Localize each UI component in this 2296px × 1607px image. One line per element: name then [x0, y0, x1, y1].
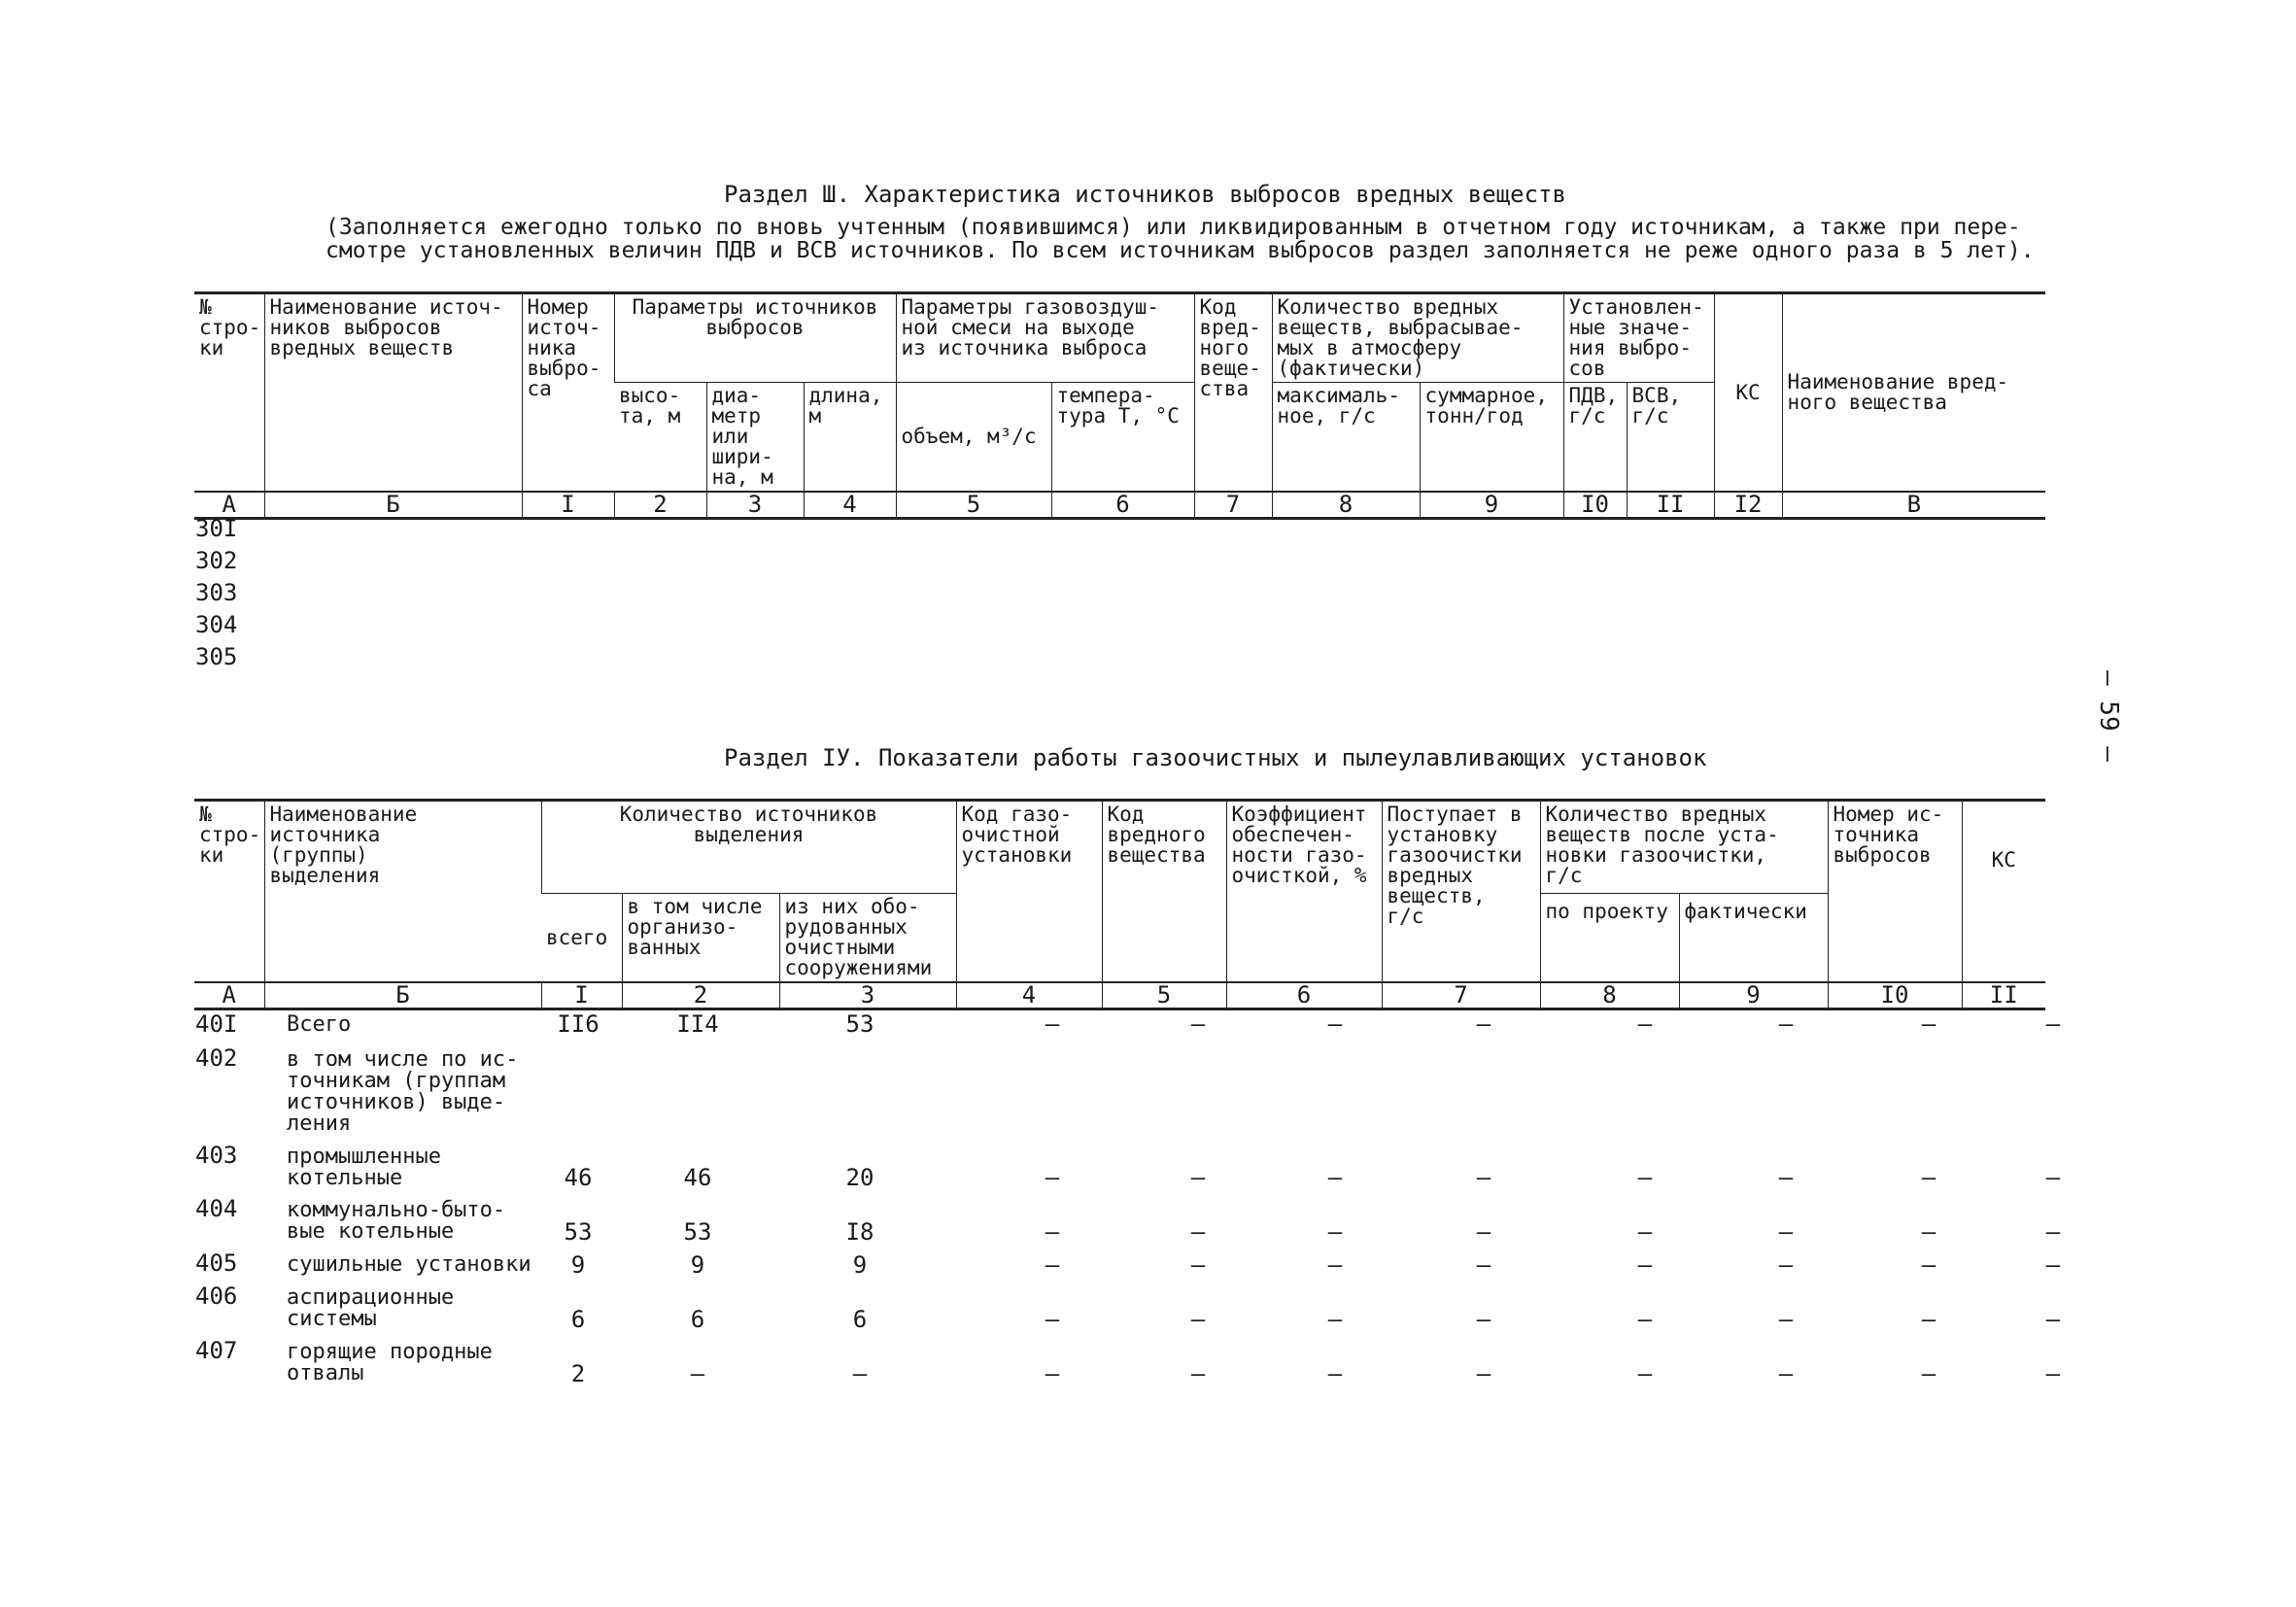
s3-h-established: Установлен- ные значе- ния выбро- сов [1563, 293, 1714, 383]
s4-dash: – [1045, 1306, 1060, 1333]
s3-h-vsv: ВСВ, г/с [1627, 383, 1714, 493]
s4-dash: – [1637, 1360, 1653, 1387]
s4-dash: – [1045, 1218, 1060, 1246]
s3-letter: II [1627, 492, 1714, 519]
s3-letter: Б [264, 492, 522, 519]
s4-dash: – [1921, 1306, 1936, 1333]
s3-h-amount: Количество вредных веществ, выбрасывае- мых в атмосферу (фактически) [1272, 293, 1563, 383]
s3-h-source-name: Наименование источ- ников выбросов вредных веществ [264, 293, 522, 493]
s4-letter: 4 [956, 982, 1102, 1009]
s3-h-pdv: ПДВ, г/с [1563, 383, 1627, 493]
s4-val-organized: 6 [690, 1306, 705, 1333]
s3-letter: 2 [614, 492, 706, 519]
s4-row-name: промышленные котельные [287, 1145, 441, 1190]
s4-row-number: 404 [195, 1195, 238, 1222]
s4-dash: – [1190, 1306, 1206, 1333]
s4-row-name: горящие породные отвалы [287, 1340, 493, 1385]
s4-dash: – [1476, 1306, 1491, 1333]
s4-dash: – [1778, 1164, 1794, 1191]
s4-val-total: 53 [564, 1218, 593, 1246]
section3-note-line2: смотре установленных величин ПДВ и ВСВ источников. По всем источникам выбросов раздел заполняется не реже одного раза в 5 лет). [326, 238, 2035, 263]
s3-h-diameter: диа- метр или шири- на, м [706, 383, 804, 493]
page-number: – 59 – [2094, 670, 2123, 762]
s4-dash: – [1045, 1164, 1060, 1191]
s3-h-temperature: темпера- тура Т, °С [1051, 383, 1194, 493]
s4-val-equipped: I8 [845, 1218, 874, 1246]
s4-h-substance-code: Код вредного вещества [1102, 801, 1226, 983]
s3-h-height: высо- та, м [619, 384, 681, 427]
s4-h-emission-number: Номер ис- точника выбросов [1828, 801, 1962, 983]
s3-row-number: 30I [195, 515, 238, 542]
s4-val-organized: – [690, 1360, 705, 1387]
s4-dash: – [2045, 1164, 2061, 1191]
s4-letter: II [1962, 982, 2045, 1009]
s4-h-organized: в том числе организо- ванных [622, 894, 779, 983]
s4-row-number: 406 [195, 1282, 238, 1310]
s4-letters-row [194, 982, 2045, 1009]
s4-val-organized: 53 [683, 1218, 712, 1246]
s4-letter: I0 [1828, 982, 1962, 1009]
s4-dash: – [1476, 1164, 1491, 1191]
s4-h-coefficient: Коэффициент обеспечен- ности газо- очисткой, % [1226, 801, 1382, 983]
s3-h-substance-code: Код вред- ного веще- ства [1194, 293, 1272, 493]
s4-h-total: всего [546, 925, 608, 949]
s4-dash: – [1190, 1010, 1206, 1038]
s4-h-incoming: Поступает в установку газоочистки вредных веществ, г/с [1382, 801, 1540, 983]
s4-val-equipped: – [852, 1360, 868, 1387]
s3-letter: В [1782, 492, 2045, 519]
s4-dash: – [1778, 1251, 1794, 1279]
s4-row-name: сушильные установки [287, 1252, 531, 1277]
s4-dash: – [1778, 1360, 1794, 1387]
s4-val-total: 46 [564, 1164, 593, 1191]
s4-dash: – [2045, 1010, 2061, 1038]
s3-row-number: 304 [195, 611, 238, 638]
s4-letter: 3 [779, 982, 956, 1009]
s4-h-actual: фактически [1679, 894, 1828, 983]
s3-h-length: длина, м [804, 383, 896, 493]
s4-dash: – [1921, 1164, 1936, 1191]
s4-val-total: II6 [557, 1010, 600, 1038]
s4-dash: – [1778, 1010, 1794, 1038]
s4-dash: – [1921, 1360, 1936, 1387]
s4-letter: 8 [1540, 982, 1679, 1009]
s4-h-equipped: из них обо- рудованных очистными сооружениями [779, 894, 956, 983]
s3-h-volume: объем, м³/с [896, 383, 1051, 493]
s4-dash: – [2045, 1360, 2061, 1387]
s4-val-equipped: 6 [852, 1306, 868, 1333]
s4-dash: – [1476, 1251, 1491, 1279]
s4-val-equipped: 53 [845, 1010, 874, 1038]
s4-dash: – [1778, 1306, 1794, 1333]
s4-val-organized: II4 [676, 1010, 719, 1038]
s4-dash: – [1327, 1010, 1343, 1038]
s3-h-source-number: Номер источ- ника выбро- са [522, 293, 614, 493]
s4-dash: – [1637, 1306, 1653, 1333]
s4-dash: – [1190, 1251, 1206, 1279]
s4-dash: – [2045, 1306, 2061, 1333]
s4-dash: – [1637, 1218, 1653, 1246]
s4-row-number: 405 [195, 1249, 238, 1277]
s4-val-equipped: 20 [845, 1164, 874, 1191]
section3-note-line1: (Заполняется ежегодно только по вновь учтенным (появившимся) или ликвидированным в отчетном году источникам, а также при пере- [326, 215, 2021, 240]
section3-title: Раздел Ш. Характеристика источников выбросов вредных веществ [724, 181, 1566, 208]
s3-letter: 8 [1272, 492, 1420, 519]
s4-row-name: в том числе по ис- точникам (группам источников) выде- ления [287, 1047, 519, 1136]
s3-row-number: 303 [195, 579, 238, 606]
s4-dash: – [1327, 1218, 1343, 1246]
s4-val-total: 6 [570, 1306, 586, 1333]
s3-letter: 6 [1051, 492, 1194, 519]
s4-row-number: 40I [195, 1010, 238, 1038]
s3-h-ks: КС [1714, 293, 1782, 493]
s3-h-max: максималь- ное, г/с [1272, 383, 1420, 493]
section3-table [194, 291, 2045, 520]
s4-dash: – [1921, 1251, 1936, 1279]
s3-letter: I [522, 492, 614, 519]
s4-val-organized: 46 [683, 1164, 712, 1191]
s4-dash: – [1921, 1010, 1936, 1038]
s3-h-gas-params: Параметры газовоздуш- ной смеси на выходе из источника выброса [896, 293, 1194, 383]
s4-val-organized: 9 [690, 1251, 705, 1279]
s4-dash: – [1637, 1251, 1653, 1279]
s3-h-params: Параметры источников выбросов [614, 293, 896, 383]
s4-dash: – [1327, 1251, 1343, 1279]
s4-dash: – [1637, 1164, 1653, 1191]
s4-dash: – [1045, 1360, 1060, 1387]
s4-letter: 9 [1679, 982, 1828, 1009]
s3-h-substance-name: Наименование вред- ного вещества [1782, 293, 2045, 493]
s4-letter: 2 [622, 982, 779, 1009]
s4-dash: – [1327, 1164, 1343, 1191]
s4-h-row-no: № стро- ки [194, 801, 264, 983]
s4-dash: – [1190, 1218, 1206, 1246]
s4-letter: I [541, 982, 622, 1009]
s4-row-number: 403 [195, 1142, 238, 1169]
s4-val-total: 9 [570, 1251, 586, 1279]
s4-dash: – [1327, 1360, 1343, 1387]
s4-dash: – [1190, 1164, 1206, 1191]
s3-row-number: 302 [195, 547, 238, 574]
s4-dash: – [1637, 1010, 1653, 1038]
s4-dash: – [2045, 1251, 2061, 1279]
s4-val-total: 2 [570, 1360, 586, 1387]
s4-h-gas-code: Код газо- очистной установки [956, 801, 1102, 983]
s3-letter: 4 [804, 492, 896, 519]
s3-letter: 7 [1194, 492, 1272, 519]
s3-letter: 5 [896, 492, 1051, 519]
s4-dash: – [1476, 1360, 1491, 1387]
s3-letter: I0 [1563, 492, 1627, 519]
s4-letter: 6 [1226, 982, 1382, 1009]
s4-row-name: коммунально-быто- вые котельные [287, 1198, 506, 1244]
s3-letter: 3 [706, 492, 804, 519]
s4-h-count: Количество источников выделения [541, 801, 956, 894]
s4-dash: – [1327, 1306, 1343, 1333]
s4-h-source-name: Наименование источника (группы) выделения [264, 801, 541, 983]
s4-dash: – [1190, 1360, 1206, 1387]
s4-letter: 5 [1102, 982, 1226, 1009]
s4-dash: – [1476, 1010, 1491, 1038]
s4-dash: – [1476, 1218, 1491, 1246]
s4-letter: Б [264, 982, 541, 1009]
s4-dash: – [1778, 1218, 1794, 1246]
s4-letter: А [194, 982, 264, 1009]
section4-table [194, 799, 2045, 1010]
s4-letter: 7 [1382, 982, 1540, 1009]
s4-h-by-project: по проекту [1540, 894, 1679, 983]
s4-dash: – [1045, 1251, 1060, 1279]
s4-row-name: Всего [287, 1012, 352, 1037]
s3-h-row-no: № стро- ки [194, 293, 264, 493]
s3-letter: I2 [1714, 492, 1782, 519]
s4-dash: – [2045, 1218, 2061, 1246]
s4-row-number: 407 [195, 1337, 238, 1364]
s4-dash: – [1045, 1010, 1060, 1038]
s3-letter: А [194, 492, 264, 519]
section4-title: Раздел IУ. Показатели работы газоочистных и пылеулавливающих установок [724, 744, 1707, 771]
s3-row-number: 305 [195, 643, 238, 670]
s4-h-after: Количество вредных веществ после уста- новки газоочистки, г/с [1540, 801, 1828, 894]
s4-row-name: аспирационные системы [287, 1285, 455, 1331]
s3-h-total: суммарное, тонн/год [1420, 383, 1563, 493]
s4-dash: – [1921, 1218, 1936, 1246]
s4-h-ks: КС [1962, 801, 2045, 983]
s3-letters-row [194, 492, 2045, 519]
s4-row-number: 402 [195, 1044, 238, 1072]
s4-val-equipped: 9 [852, 1251, 868, 1279]
s3-letter: 9 [1420, 492, 1563, 519]
